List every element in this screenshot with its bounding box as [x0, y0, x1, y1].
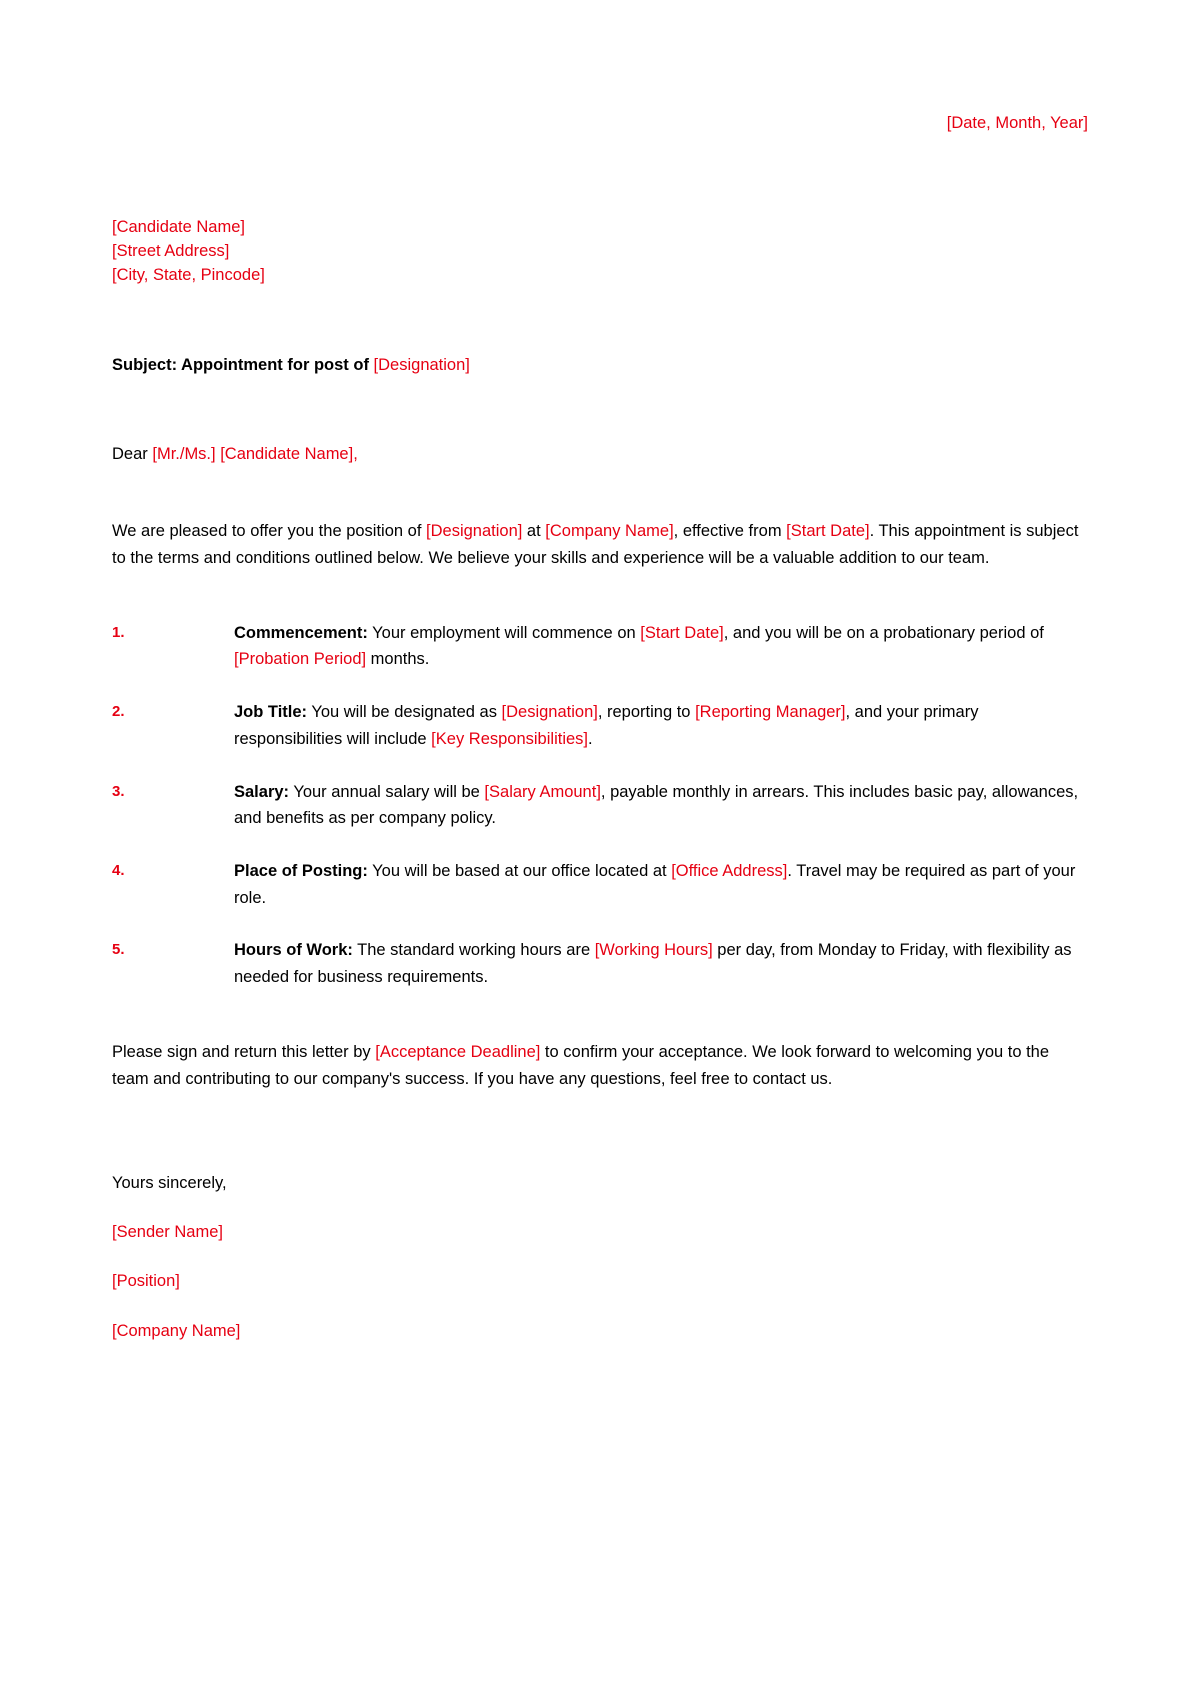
intro-part1: We are pleased to offer you the position of	[112, 522, 427, 541]
signature-sender-name-field: [Sender Name]	[112, 1223, 223, 1242]
list-item	[112, 699, 1088, 752]
term-4-working-hours-field: [Working Hours]	[594, 941, 713, 960]
list-item-body	[234, 858, 1088, 911]
intro-designation-field: [Designation]	[426, 522, 523, 541]
signature-company-name-field: [Company Name]	[112, 1321, 241, 1340]
recipient-city-state-pincode: [City, State, Pincode]	[112, 266, 265, 285]
term-1-designation-field: [Designation]	[501, 703, 598, 722]
list-item	[112, 779, 1088, 832]
signature-block	[112, 1172, 1088, 1342]
term-2-part1: Your annual salary will be	[289, 782, 485, 801]
term-0-start-date-field: [Start Date]	[640, 623, 724, 642]
term-0-probation-period-field: [Probation Period]	[234, 650, 367, 669]
intro-part3: , effective from	[673, 522, 787, 541]
date-line: [Date, Month, Year]	[946, 114, 1088, 132]
salutation-dear: Dear	[112, 445, 148, 464]
list-item-body	[234, 779, 1088, 832]
term-4-part2: per day, from Monday to Friday, with flexibility as needed for business requirements.	[234, 941, 1072, 987]
term-1-key-responsibilities-field: [Key Responsibilities]	[431, 729, 588, 748]
closing-acceptance-deadline-field: [Acceptance Deadline]	[375, 1042, 541, 1061]
term-heading-salary: Salary:	[234, 782, 290, 801]
recipient-address-block	[112, 216, 1088, 288]
term-heading-commencement: Commencement:	[234, 623, 368, 642]
subject-line	[112, 354, 1088, 377]
closing-part1: Please sign and return this letter by	[112, 1042, 376, 1061]
term-0-part2: , and you will be on a probationary period of	[723, 623, 1044, 642]
intro-paragraph	[112, 518, 1088, 571]
term-heading-hours-of-work: Hours of Work:	[234, 941, 353, 960]
recipient-candidate-name: [Candidate Name]	[112, 218, 245, 237]
term-1-part4: .	[588, 729, 593, 748]
term-4-part1: The standard working hours are	[352, 941, 595, 960]
closing-paragraph	[112, 1039, 1088, 1092]
intro-part2: at	[522, 522, 546, 541]
list-item	[112, 937, 1088, 990]
signature-sign-off: Yours sincerely,	[112, 1174, 227, 1193]
subject-label: Subject: Appointment for post of	[112, 356, 369, 375]
letter-body	[112, 0, 1088, 1343]
subject-designation-field: [Designation]	[373, 356, 470, 375]
intro-start-date-field: [Start Date]	[786, 522, 870, 541]
intro-part4: . This appointment is subject to the terms and conditions outlined below. We believe your skills and experience will be a valuable addition to our team.	[112, 522, 1079, 567]
list-item-body	[234, 937, 1088, 990]
list-item-body	[234, 699, 1088, 752]
intro-company-name-field: [Company Name]	[545, 522, 674, 541]
term-1-part3: , and your primary responsibilities will include	[234, 703, 979, 748]
terms-list	[112, 620, 1088, 991]
term-2-part2: , payable monthly in arrears. This includes basic pay, allowances, and benefits as per company policy.	[234, 782, 1079, 828]
list-item	[112, 620, 1088, 673]
term-1-reporting-manager-field: [Reporting Manager]	[695, 703, 846, 722]
term-3-office-address-field: [Office Address]	[671, 861, 788, 880]
list-item-marker: 5.	[112, 941, 125, 959]
term-heading-job-title: Job Title:	[234, 703, 308, 722]
term-2-salary-amount-field: [Salary Amount]	[484, 782, 601, 801]
term-1-part1: You will be designated as	[307, 703, 502, 722]
salutation-line	[112, 443, 1088, 466]
list-item-marker: 3.	[112, 782, 125, 800]
term-heading-place-of-posting: Place of Posting:	[234, 861, 368, 880]
signature-position-field: [Position]	[112, 1272, 180, 1291]
closing-part2: to confirm your acceptance. We look forward to welcoming you to the team and contributing to our company's success. If you have any questions, feel free to contact us.	[112, 1042, 1050, 1088]
list-item	[112, 858, 1088, 911]
list-item-marker: 4.	[112, 861, 125, 879]
list-item-marker: 1.	[112, 623, 125, 641]
salutation-candidate-name-field: [Candidate Name]	[220, 445, 354, 464]
term-0-part1: Your employment will commence on	[367, 623, 641, 642]
salutation-comma: ,	[353, 445, 358, 464]
term-0-part3: months.	[366, 650, 430, 669]
term-3-part2: . Travel may be required as part of your role.	[234, 861, 1076, 907]
list-item-body	[234, 620, 1088, 673]
recipient-street-address: [Street Address]	[112, 242, 230, 261]
term-3-part1: You will be based at our office located at	[367, 861, 672, 880]
list-item-marker: 2.	[112, 703, 125, 721]
term-1-part2: , reporting to	[597, 703, 696, 722]
salutation-title-field: [Mr./Ms.]	[152, 445, 216, 464]
